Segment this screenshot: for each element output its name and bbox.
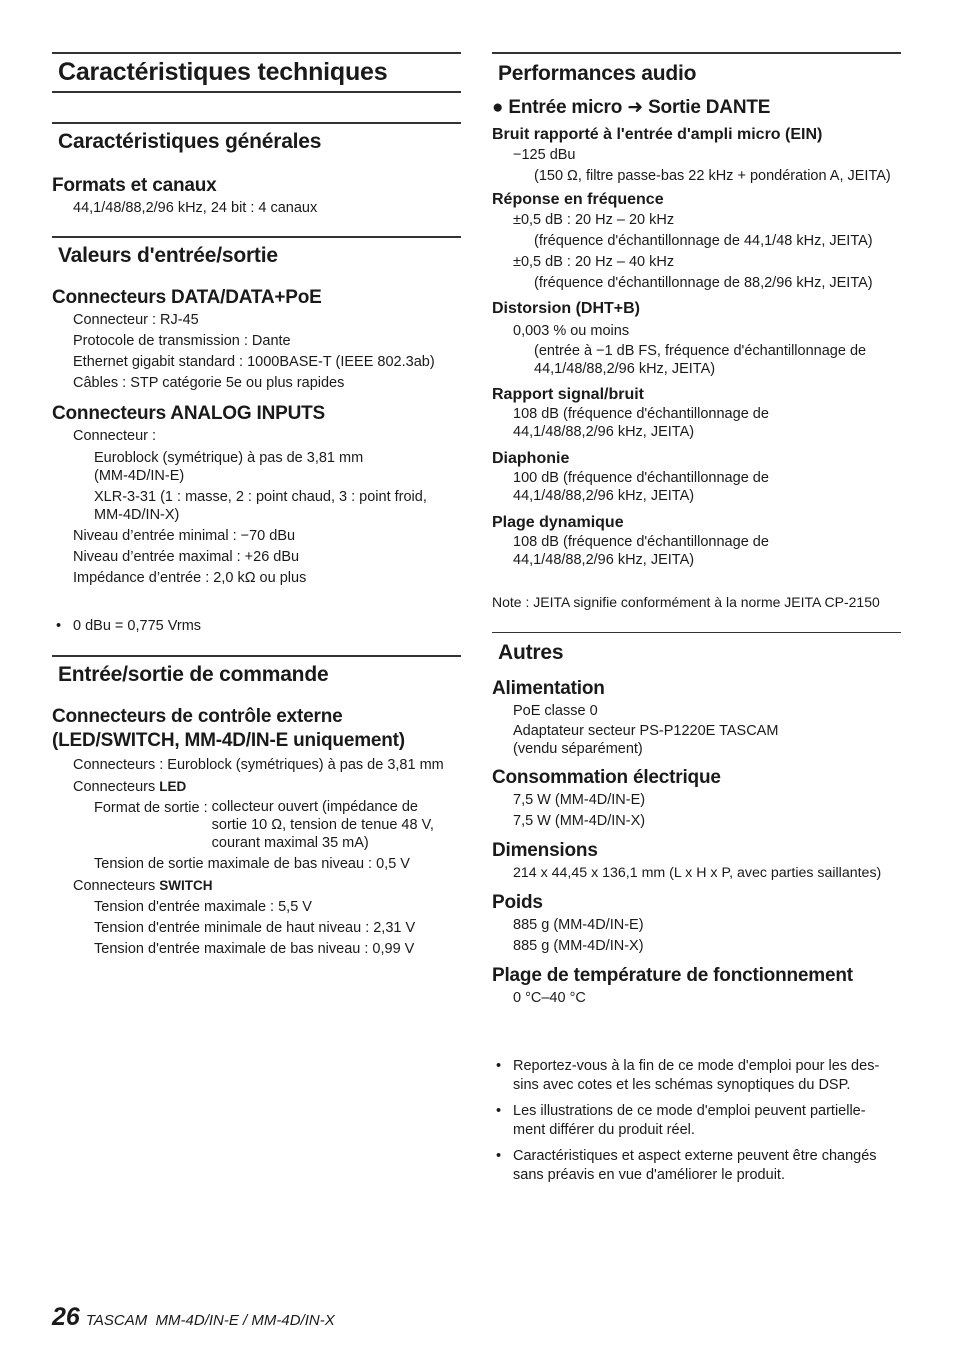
analog-impedance: Impédance d’entrée : 2,0 kΩ ou plus xyxy=(73,570,307,586)
dimensions-title: Dimensions xyxy=(492,840,598,861)
ein-value: −125 dBu xyxy=(513,147,576,163)
ext-control-title: Connecteurs de contrôle externe xyxy=(52,706,343,727)
analog-inputs-title: Connecteurs ANALOG INPUTS xyxy=(52,403,325,424)
output-format-line: sortie 10 Ω, tension de tenue 48 V, xyxy=(211,817,434,833)
dynamic-range-value: 44,1/48/88,2/96 kHz, JEITA) xyxy=(513,552,695,568)
page-title: Caractéristiques techniques xyxy=(52,52,461,93)
freq-response-title: Réponse en fréquence xyxy=(492,191,664,208)
weight-line: 885 g (MM-4D/IN-X) xyxy=(513,938,644,954)
analog-euroblock: Euroblock (symétrique) à pas de 3,81 mm xyxy=(94,450,364,466)
switch-max-low: Tension d'entrée maximale de bas niveau : 0,99 V xyxy=(94,941,415,957)
thd-condition: 44,1/48/88,2/96 kHz, JEITA) xyxy=(534,361,716,377)
low-output-voltage: Tension de sortie maximale de bas niveau : 0,5 V xyxy=(94,856,410,872)
signal-path xyxy=(492,96,901,120)
list-item-line: sins avec cotes et les schémas synoptiques du DSP. xyxy=(513,1077,851,1093)
power-line: (vendu séparément) xyxy=(513,741,643,757)
output-format-line: courant maximal 35 mA) xyxy=(211,835,369,851)
thd-value: 0,003 % ou moins xyxy=(513,323,630,339)
switch-connectors xyxy=(52,875,461,897)
data-line: Ethernet gigabit standard : 1000BASE-T (IEEE 802.3ab) xyxy=(73,354,435,370)
list-item-line: • Reportez-vous à la fin de ce mode d'emploi pour les des- xyxy=(513,1058,880,1074)
snr-title: Rapport signal/bruit xyxy=(492,386,644,403)
jeita-note: Note : JEITA signifie conformément à la norme JEITA CP-2150 xyxy=(492,594,880,610)
section-audio-heading: Performances audio xyxy=(492,52,901,90)
analog-max-level: Niveau d’entrée maximal : +26 dBu xyxy=(73,549,300,565)
product-name: TASCAM MM-4D/IN-E / MM-4D/IN-X xyxy=(85,1312,335,1329)
snr-value: 108 dB (fréquence d'échantillonnage de xyxy=(513,406,769,422)
section-io-heading: Valeurs d'entrée/sortie xyxy=(52,236,461,270)
analog-min-level: Niveau d’entrée minimal : −70 dBu xyxy=(73,528,296,544)
consumption-line: 7,5 W (MM-4D/IN-X) xyxy=(513,813,646,829)
power-line: PoE classe 0 xyxy=(513,703,598,719)
power-title: Alimentation xyxy=(492,678,605,699)
formats-value: 44,1/48/88,2/96 kHz, 24 bit : 4 canaux xyxy=(73,200,318,216)
crosstalk-value: 44,1/48/88,2/96 kHz, JEITA) xyxy=(513,488,695,504)
led-prefix: Connecteurs xyxy=(73,779,156,795)
led-connectors xyxy=(52,776,461,798)
page-number: 26 xyxy=(52,1303,80,1331)
list-item xyxy=(492,1147,901,1185)
power-line: Adaptateur secteur PS-P1220E TASCAM xyxy=(513,723,779,739)
freq-value: ±0,5 dB : 20 Hz – 20 kHz xyxy=(513,212,675,228)
data-line: Câbles : STP catégorie 5e ou plus rapides xyxy=(73,375,345,391)
path-from: Entrée micro xyxy=(508,97,623,118)
section-control-heading: Entrée/sortie de commande xyxy=(52,655,461,689)
list-item xyxy=(492,1102,901,1140)
dynamic-range-value: 108 dB (fréquence d'échantillonnage de xyxy=(513,534,769,550)
dynamic-range-title: Plage dynamique xyxy=(492,514,624,531)
control-connectors: Connecteurs : Euroblock (symétriques) à pas de 3,81 mm xyxy=(73,757,444,773)
freq-condition: (fréquence d'échantillonnage de 88,2/96 kHz, JEITA) xyxy=(534,275,873,291)
section-general-heading: Caractéristiques générales xyxy=(52,122,461,156)
ein-title: Bruit rapporté à l'entrée d'ampli micro (EIN) xyxy=(492,126,823,143)
analog-connector-label: Connecteur : xyxy=(73,428,157,444)
temperature-value: 0 °C–40 °C xyxy=(513,990,586,1006)
temperature-title: Plage de température de fonctionnement xyxy=(492,965,853,986)
right-column xyxy=(492,52,901,1185)
path-to: Sortie DANTE xyxy=(648,97,771,118)
list-item-line: • Caractéristiques et aspect externe peuvent être changés xyxy=(513,1148,877,1164)
output-format xyxy=(52,798,461,852)
output-format-line: collecteur ouvert (impédance de xyxy=(211,799,418,815)
data-connectors-title: Connecteurs DATA/DATA+PoE xyxy=(52,287,322,308)
output-format-values xyxy=(208,798,434,852)
output-format-key: Format de sortie : xyxy=(94,800,208,816)
analog-xlr: XLR-3-31 (1 : masse, 2 : point chaud, 3 : point froid, xyxy=(94,489,427,505)
crosstalk-value: 100 dB (fréquence d'échantillonnage de xyxy=(513,470,769,486)
list-item-line: ment différer du produit réel. xyxy=(513,1122,695,1138)
bullet-dot-icon: ● xyxy=(492,97,504,118)
page-footer xyxy=(52,1303,335,1332)
thd-condition: (entrée à −1 dB FS, fréquence d'échantillonnage de xyxy=(534,343,867,359)
crosstalk-title: Diaphonie xyxy=(492,450,570,467)
left-column xyxy=(52,52,461,960)
data-line: Protocole de transmission : Dante xyxy=(73,333,291,349)
list-item-line: sans préavis en vue d'améliorer le produit. xyxy=(513,1167,785,1183)
freq-value: ±0,5 dB : 20 Hz – 40 kHz xyxy=(513,254,675,270)
analog-xlr-model: MM-4D/IN-X) xyxy=(94,507,180,523)
arrow-right-icon: ➜ xyxy=(627,97,643,118)
formats-title: Formats et canaux xyxy=(52,175,217,196)
switch-min-high: Tension d'entrée minimale de haut niveau : 2,31 V xyxy=(94,920,416,936)
dimensions-value: 214 x 44,45 x 136,1 mm (L x H x P, avec parties saillantes) xyxy=(513,865,882,881)
led-name: LED xyxy=(159,779,187,794)
consumption-line: 7,5 W (MM-4D/IN-E) xyxy=(513,792,646,808)
ein-condition: (150 Ω, filtre passe-bas 22 kHz + pondération A, JEITA) xyxy=(534,168,891,184)
weight-line: 885 g (MM-4D/IN-E) xyxy=(513,917,644,933)
notes-list xyxy=(492,1057,901,1185)
switch-max-input: Tension d'entrée maximale : 5,5 V xyxy=(94,899,312,915)
weight-title: Poids xyxy=(492,892,543,913)
ext-control-subtitle: (LED/SWITCH, MM-4D/IN-E uniquement) xyxy=(52,730,405,751)
consumption-title: Consommation électrique xyxy=(492,767,721,788)
switch-name: SWITCH xyxy=(159,878,213,893)
list-item-line: • Les illustrations de ce mode d'emploi peuvent partielle- xyxy=(513,1103,866,1119)
freq-condition: (fréquence d'échantillonnage de 44,1/48 kHz, JEITA) xyxy=(534,233,873,249)
list-item xyxy=(492,1057,901,1095)
analog-euroblock-model: (MM-4D/IN-E) xyxy=(94,468,185,484)
dbu-note: • 0 dBu = 0,775 Vrms xyxy=(52,617,461,636)
data-line: Connecteur : RJ-45 xyxy=(73,312,199,328)
snr-value: 44,1/48/88,2/96 kHz, JEITA) xyxy=(513,424,695,440)
thd-title: Distorsion (DHT+B) xyxy=(492,300,640,317)
switch-prefix: Connecteurs xyxy=(73,878,156,894)
section-other-heading: Autres xyxy=(492,632,901,669)
